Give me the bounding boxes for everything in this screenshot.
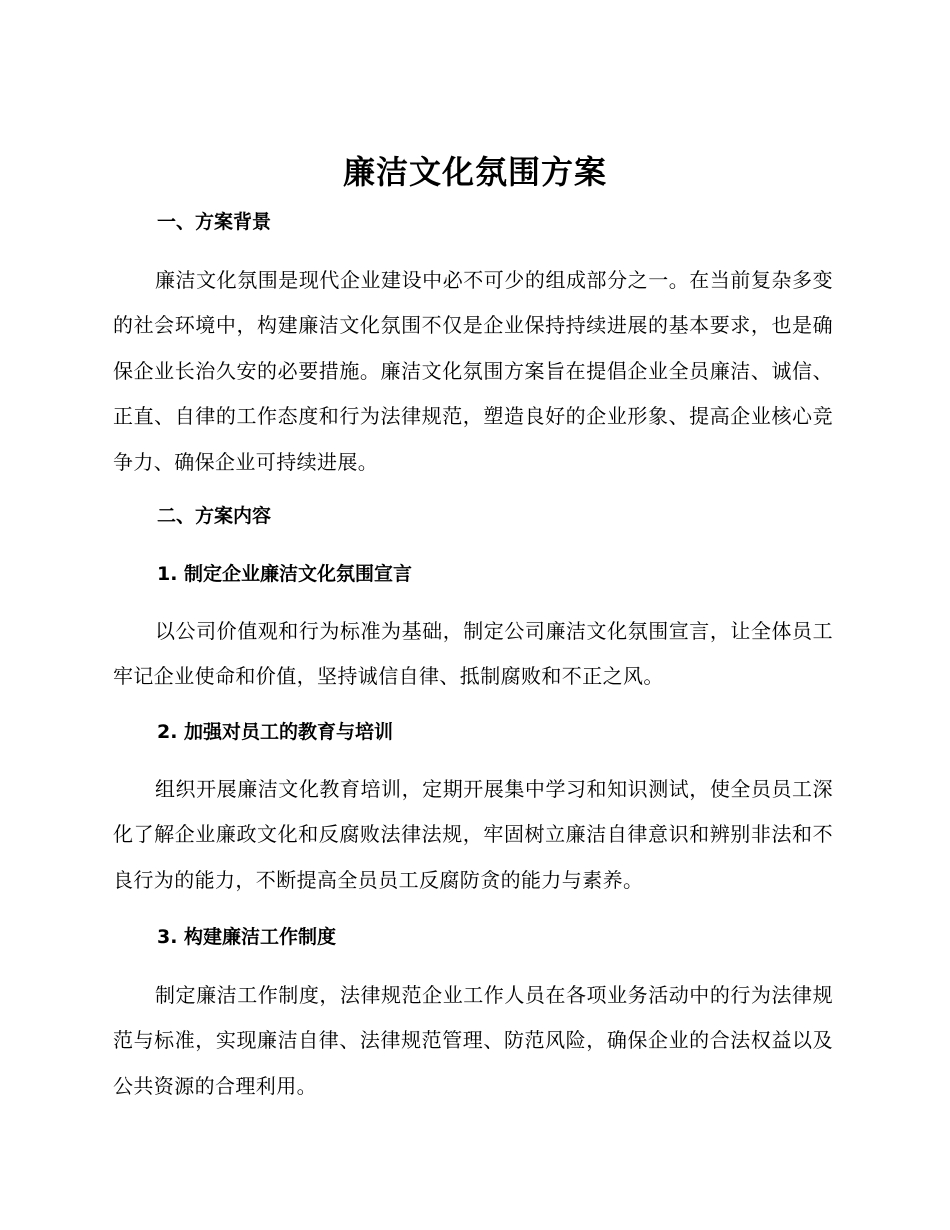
- subsection-heading-training: 2. 加强对员工的教育与培训: [157, 721, 394, 743]
- section-paragraph-background: 廉洁文化氛围是现代企业建设中必不可少的组成部分之一。在当前复杂多变的社会环境中，构建廉洁文化氛围不仅是企业保持持续进展的基本要求，也是确保企业长治久安的必要措施。廉洁文化氛围方案旨在提倡企业全员廉洁、诚信、正直、自律的工作态度和行为法律规范，塑造良好的企业形象、提高企业核心竞争力、确保企业可持续进展。: [113, 268, 833, 474]
- section-heading-background: 一、方案背景: [157, 211, 272, 233]
- subsection-heading-system: 3. 构建廉洁工作制度: [157, 926, 337, 948]
- subsection-paragraph-declaration: 以公司价值观和行为标准为基础，制定公司廉洁文化氛围宣言，让全体员工牢记企业使命和价值，坚持诚信自律、抵制腐败和不正之风。: [113, 619, 833, 689]
- subsection-paragraph-system: 制定廉洁工作制度，法律规范企业工作人员在各项业务活动中的行为法律规范与标准，实现廉洁自律、法律规范管理、防范风险，确保企业的合法权益以及公共资源的合理利用。: [113, 983, 833, 1098]
- subsection-heading-declaration: 1. 制定企业廉洁文化氛围宣言: [157, 563, 413, 585]
- document-title: 廉洁文化氛围方案: [342, 153, 607, 191]
- subsection-paragraph-training: 组织开展廉洁文化教育培训，定期开展集中学习和知识测试，使全员员工深化了解企业廉政文化和反腐败法律法规，牢固树立廉洁自律意识和辨别非法和不良行为的能力，不断提高全员员工反腐防贪的能力与素养。: [113, 777, 833, 892]
- section-heading-content: 二、方案内容: [157, 505, 272, 527]
